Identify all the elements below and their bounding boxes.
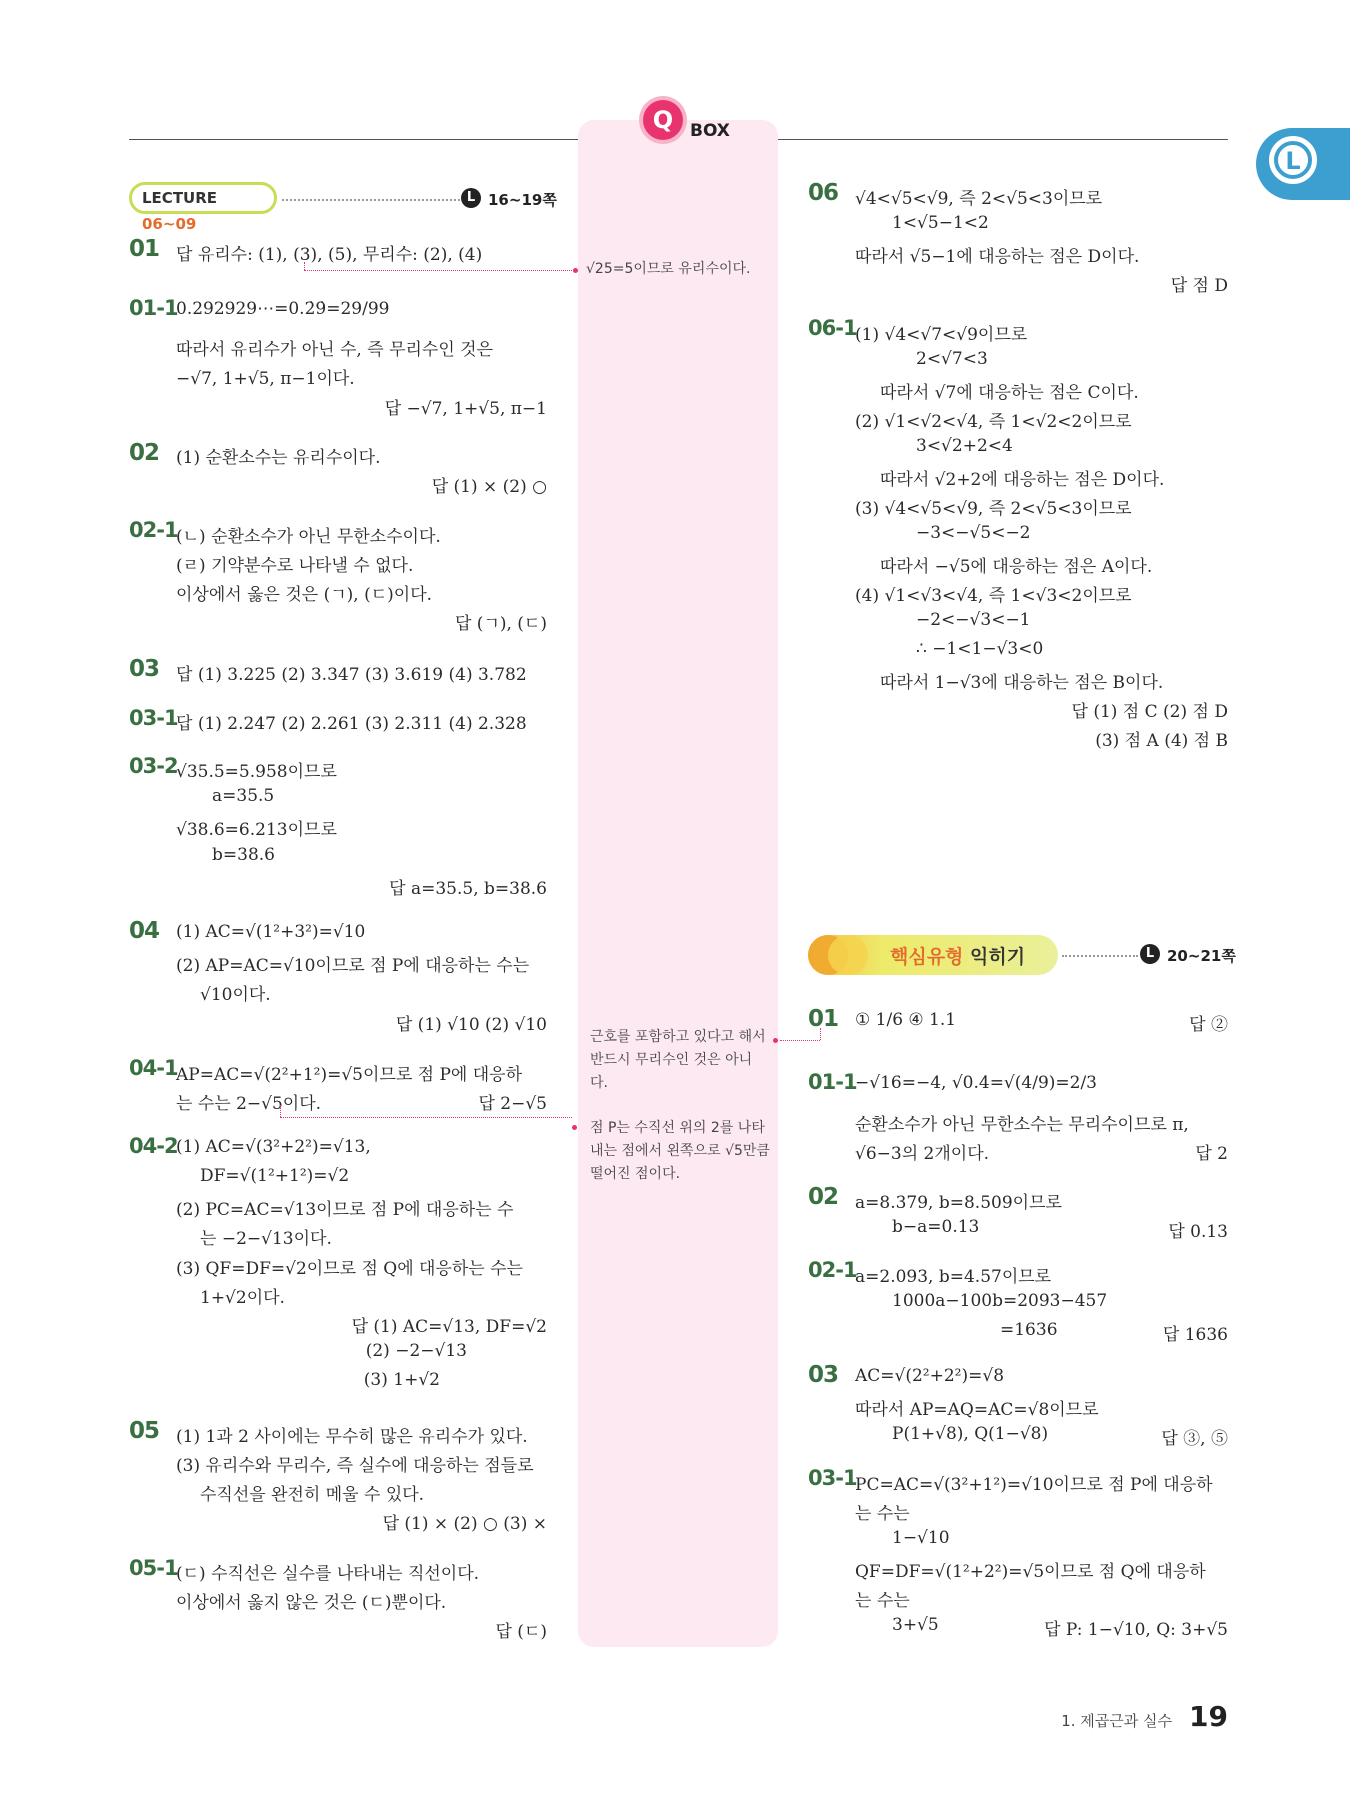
item-number: 03 (808, 1362, 839, 1388)
note-leader (304, 270, 572, 271)
solution-line: PC=AC=√(3²+1²)=√10이므로 점 P에 대응하 (855, 1475, 1213, 1495)
solution-line: P(1+√8), Q(1−√8) (892, 1424, 1049, 1444)
top-rule-left (129, 139, 578, 140)
solution-line: 순환소수가 아닌 무한소수는 무리수이므로 π, (855, 1115, 1189, 1135)
solution-line: (3) √4<√5<√9, 즉 2<√5<3이므로 (855, 499, 1132, 519)
answer-line: (3) 1+√2 (363, 1370, 440, 1390)
solution-line: AC=√(2²+2²)=√8 (855, 1366, 1005, 1386)
item-number: 03-1 (129, 706, 178, 730)
page-ref-icon: L (1140, 944, 1160, 964)
item-number: 01-1 (129, 296, 178, 320)
answer-line: 답 (ㄱ), (ㄷ) (454, 614, 547, 634)
solution-line: −√16=−4, √0.4̇=√(4/9)=2/3 (855, 1073, 1097, 1093)
item-number: 01 (808, 1006, 839, 1032)
solution-line: 는 수는 2−√5이다. (176, 1094, 322, 1114)
solution-line: a=2.093, b=4.57이므로 (855, 1267, 1052, 1287)
solution-line: ∴ −1<1−√3<0 (916, 639, 1044, 659)
solution-line: 는 −2−√13이다. (200, 1229, 332, 1249)
answer-line: 답 (1) √10 (2) √10 (395, 1015, 547, 1035)
solution-line: 3+√5 (892, 1615, 939, 1635)
answer-line: 답 점 D (1170, 276, 1228, 296)
solution-line: QF=DF=√(1²+2²)=√5이므로 점 Q에 대응하 (855, 1562, 1206, 1582)
solution-line: (1) AC=√(3²+2²)=√13, (176, 1137, 371, 1157)
page-number: 19 (1189, 1700, 1228, 1733)
solution-line: =1636 (1000, 1320, 1058, 1340)
note-leader (780, 1040, 820, 1041)
solution-line: (2) √1<√2<√4, 즉 1<√2<2이므로 (855, 412, 1132, 432)
solution-line: 2<√7<3 (916, 349, 988, 369)
solution-line: (2) AP=AC=√10이므로 점 P에 대응하는 수는 (176, 956, 530, 976)
answer-line: 답 2−√5 (478, 1094, 547, 1114)
solution-line: b−a=0.13 (892, 1217, 980, 1237)
lecture-page-ref: 16~19쪽 (488, 191, 557, 209)
solution-line: −3<−√5<−2 (916, 523, 1031, 543)
answer-line: 답 (1) × (2) ○ (431, 477, 547, 497)
answer-line: 답 (ㄷ) (495, 1622, 547, 1642)
answer-line: 답 1636 (1162, 1325, 1228, 1345)
solution-line: (ㄹ) 기약분수로 나타낼 수 없다. (176, 556, 414, 576)
qbox-note: 점 P는 수직선 위의 2를 나타내는 점에서 왼쪽으로 √5만큼 떨어진 점이다. (590, 1120, 770, 1182)
chapter-title: 1. 제곱근과 실수 (1061, 1712, 1172, 1730)
lecture-badge: LECTURE 06~09 (129, 182, 277, 214)
solution-line: 따라서 AP=AQ=AC=√8이므로 (855, 1400, 1099, 1420)
solution-line: (3) QF=DF=√2이므로 점 Q에 대응하는 수는 (176, 1259, 523, 1279)
section-tab (1256, 128, 1350, 200)
solution-line: 0.292929⋯=0.2̇9̇=29/99 (176, 299, 390, 319)
top-rule-right (778, 139, 1228, 140)
solution-line: ① 1/6 ④ 1.1 (855, 1010, 957, 1030)
solution-line: DF=√(1²+1²)=√2 (200, 1166, 350, 1186)
solution-line: √38.6=6.213이므로 (176, 820, 337, 840)
note-leader (280, 1105, 281, 1117)
qbox-column (578, 120, 778, 1647)
core-section-banner: 핵심유형 익히기 (808, 935, 1058, 975)
answer-line: 답 ② (1189, 1015, 1228, 1035)
solution-line: −2<−√3<−1 (916, 610, 1031, 630)
solution-line: (3) 유리수와 무리수, 즉 실수에 대응하는 점들로 (176, 1456, 534, 1476)
solution-line: (ㄴ) 순환소수가 아닌 무한소수이다. (176, 527, 441, 547)
answer-line: 답 P: 1−√10, Q: 3+√5 (1044, 1620, 1228, 1640)
solution-line: √10이다. (200, 985, 271, 1005)
answer-line: 답 0.13 (1168, 1222, 1228, 1242)
solution-line: 1−√10 (892, 1528, 950, 1548)
core-page-ref: 20~21쪽 (1167, 947, 1236, 965)
qbox-badge: Q (643, 100, 683, 140)
answer-line: (2) −2−√13 (365, 1341, 467, 1361)
answer-text: 답 유리수: (1), (3), (5), 무리수: (2), (4) (176, 245, 483, 265)
solution-line: √4<√5<√9, 즉 2<√5<3이므로 (855, 189, 1103, 209)
item-number: 01 (129, 236, 160, 262)
solution-line: (1) 순환소수는 유리수이다. (176, 448, 381, 468)
solution-line: 수직선을 완전히 메울 수 있다. (200, 1485, 425, 1505)
answer-line: 답 (1) 점 C (2) 점 D (1071, 702, 1228, 722)
qbox-note: √25=5이므로 유리수이다. (586, 261, 751, 277)
solution-line: (1) √4<√7<√9이므로 (855, 325, 1028, 345)
solution-line: (1) AC=√(1²+3²)=√10 (176, 922, 366, 942)
solution-line: 1<√5−1<2 (892, 213, 989, 233)
item-number: 04-1 (129, 1056, 178, 1080)
item-number: 02-1 (808, 1258, 857, 1282)
item-number: 02 (129, 440, 160, 466)
item-number: 02-1 (129, 518, 178, 542)
solution-line: 따라서 유리수가 아닌 수, 즉 무리수인 것은 (176, 340, 494, 360)
solution-line: √35.5=5.958이므로 (176, 762, 337, 782)
solution-line: 는 수는 (855, 1591, 910, 1611)
solution-line: 이상에서 옳지 않은 것은 (ㄷ)뿐이다. (176, 1593, 447, 1613)
solution-line: AP=AC=√(2²+1²)=√5이므로 점 P에 대응하 (176, 1065, 523, 1085)
solution-line: 1+√2이다. (200, 1288, 285, 1308)
note-leader (280, 1117, 572, 1118)
section-tab-letter: L (1274, 141, 1312, 179)
page-ref-icon: L (461, 188, 481, 208)
solution-line: 따라서 √2+2에 대응하는 점은 D이다. (880, 470, 1165, 490)
qbox-label: BOX (690, 121, 730, 141)
item-number: 05-1 (129, 1556, 178, 1580)
answer-line: 답 a=35.5, b=38.6 (389, 879, 547, 899)
answer-line: 답 (1) AC=√13, DF=√2 (351, 1317, 547, 1337)
solution-line: 이상에서 옳은 것은 (ㄱ), (ㄷ)이다. (176, 585, 433, 605)
note-leader-dot (773, 1038, 778, 1043)
answer-text: 답 (1) 2.247 (2) 2.261 (3) 2.311 (4) 2.328 (176, 714, 527, 734)
item-number: 03-2 (129, 754, 178, 778)
solution-line: 따라서 √7에 대응하는 점은 C이다. (880, 383, 1139, 403)
note-leader-dot (572, 1125, 577, 1130)
solution-line: √6−3의 2개이다. (855, 1144, 990, 1164)
item-number: 03-1 (808, 1466, 857, 1490)
solution-line: 는 수는 (855, 1504, 910, 1524)
solution-line: 1000a−100b=2093−457 (892, 1291, 1108, 1311)
solution-line: 따라서 −√5에 대응하는 점은 A이다. (880, 557, 1153, 577)
item-number: 04-2 (129, 1134, 178, 1158)
item-number: 03 (129, 656, 160, 682)
note-leader-dot (573, 268, 578, 273)
lecture-dotted-leader (282, 199, 460, 201)
qbox-note: 근호를 포함하고 있다고 해서 반드시 무리수인 것은 아니다. (590, 1029, 766, 1091)
answer-line: 답 −√7, 1+√5, π−1 (384, 399, 547, 419)
solution-line: a=8.379, b=8.509이므로 (855, 1193, 1062, 1213)
solution-line: −√7, 1+√5, π−1이다. (176, 369, 355, 389)
solution-line: (4) √1<√3<√4, 즉 1<√3<2이므로 (855, 586, 1132, 606)
solution-line: 따라서 1−√3에 대응하는 점은 B이다. (880, 673, 1164, 693)
item-number: 06-1 (808, 316, 857, 340)
answer-line: 답 2 (1195, 1144, 1228, 1164)
answer-line: (3) 점 A (4) 점 B (1095, 731, 1228, 751)
solution-line: b=38.6 (212, 845, 275, 865)
solution-line: (2) PC=AC=√13이므로 점 P에 대응하는 수 (176, 1200, 514, 1220)
solution-line: 3<√2+2<4 (916, 436, 1013, 456)
answer-line: 답 (1) × (2) ○ (3) × (382, 1514, 547, 1534)
item-number: 02 (808, 1184, 839, 1210)
note-leader (304, 262, 305, 270)
answer-text: 답 (1) 3.225 (2) 3.347 (3) 3.619 (4) 3.782 (176, 665, 527, 685)
core-dotted-leader (1062, 955, 1138, 957)
answer-line: 답 ③, ⑤ (1161, 1429, 1228, 1449)
solution-line: a=35.5 (212, 786, 275, 806)
solution-line: (ㄷ) 수직선은 실수를 나타내는 직선이다. (176, 1564, 480, 1584)
solution-line: 따라서 √5−1에 대응하는 점은 D이다. (855, 247, 1140, 267)
item-number: 05 (129, 1418, 160, 1444)
item-number: 01-1 (808, 1070, 857, 1094)
solution-line: (1) 1과 2 사이에는 무수히 많은 유리수가 있다. (176, 1427, 528, 1447)
item-number: 04 (129, 918, 160, 944)
item-number: 06 (808, 180, 839, 206)
